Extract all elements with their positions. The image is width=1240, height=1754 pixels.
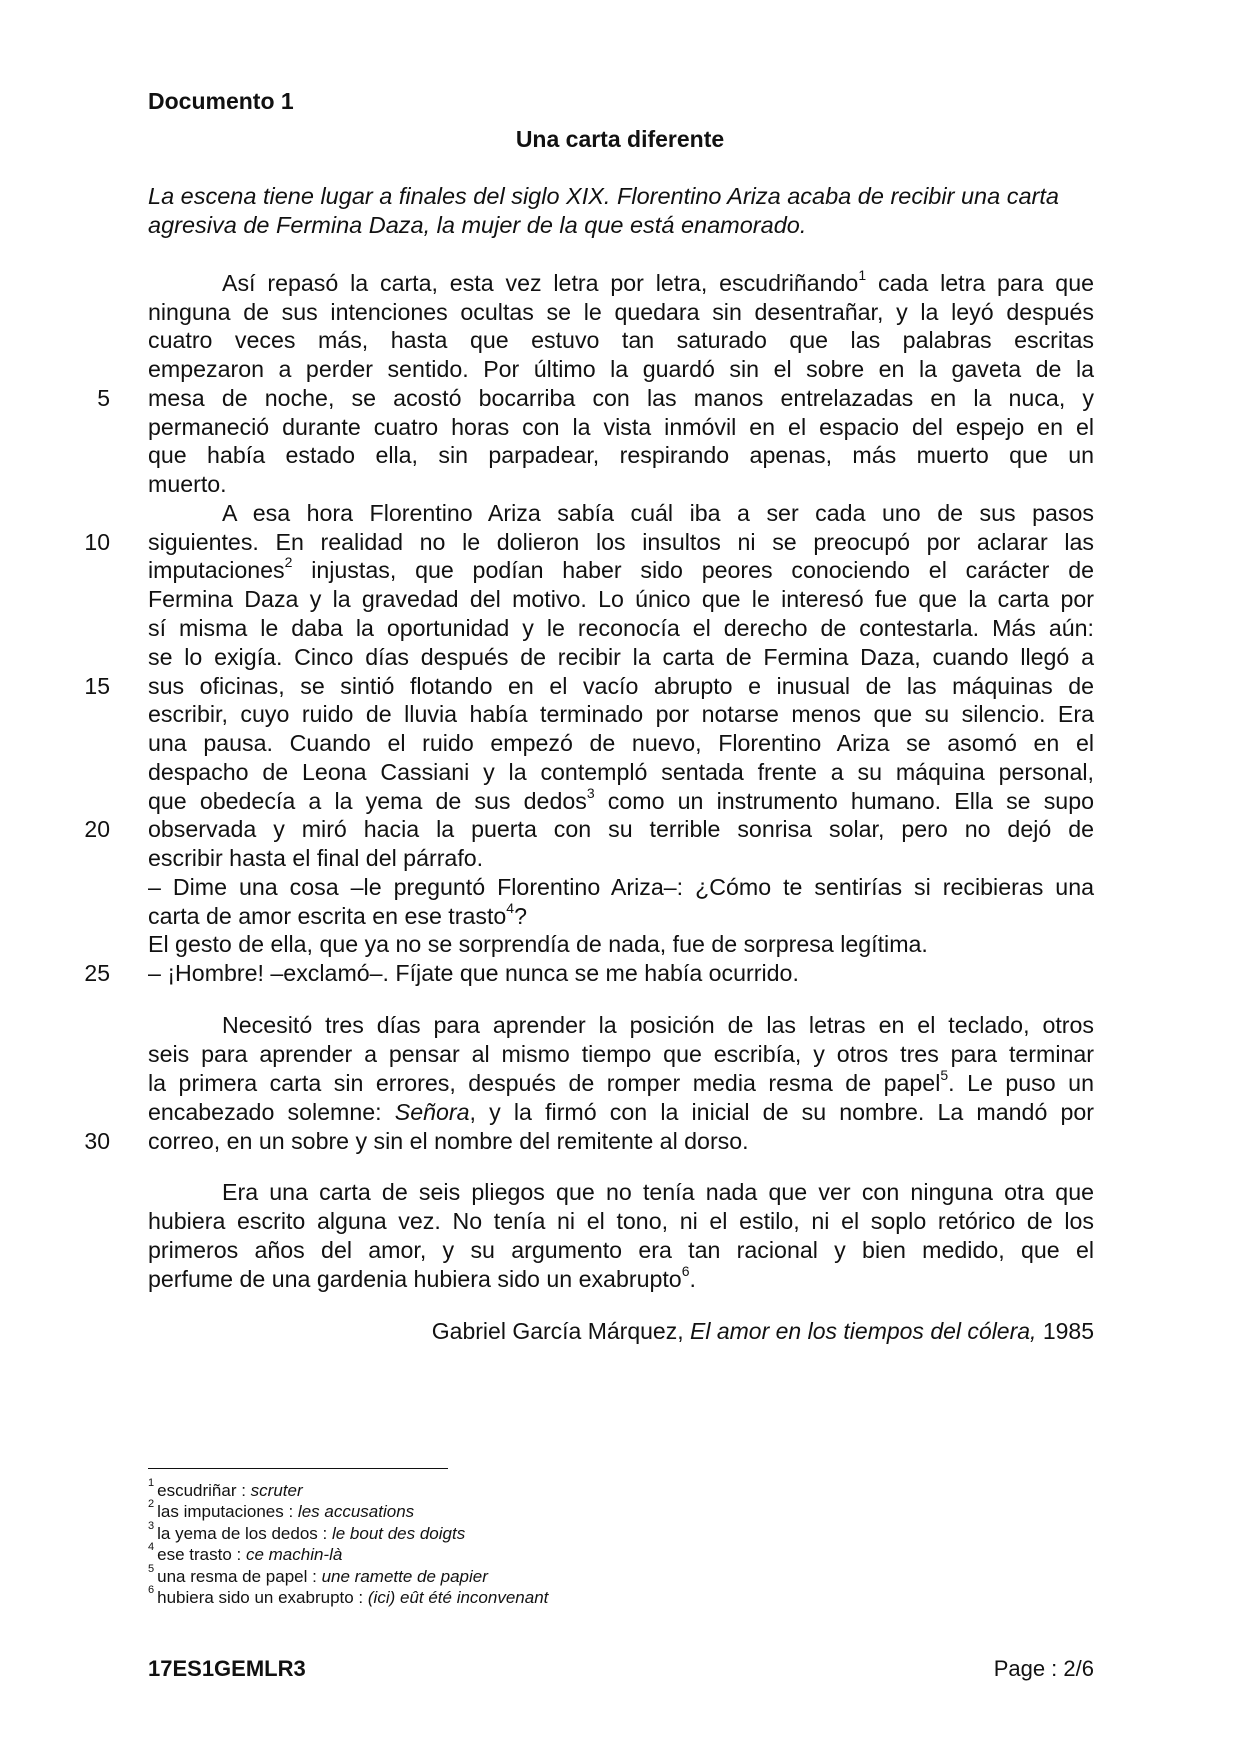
text-line: siguientes. En realidad no le dolieron los insultos ni se preocupó por aclarar las xyxy=(148,529,1094,555)
line-number-30: 30 xyxy=(84,1128,110,1154)
text-line: muerto. xyxy=(148,471,227,497)
text-line: observada y miró hacia la puerta con su terrible sonrisa solar, pero no dejó de xyxy=(148,816,1094,842)
text-line: escribir hasta el final del párrafo. xyxy=(148,845,484,871)
title-text: Una carta diferente xyxy=(515,126,725,152)
text-line: hubiera escrito alguna vez. No tenía ni el tono, ni el estilo, ni el soplo retórico de los xyxy=(148,1208,1094,1234)
text-line: imputaciones$^2$ injustas, que podían haber sido peores conociendo el carácter de xyxy=(148,554,1094,583)
text-line: carta de amor escrita en ese trasto$^4$? xyxy=(148,900,527,929)
text-line: que había estado ella, sin parpadear, respirando apenas, más muerto que un xyxy=(148,442,1094,468)
text-line: primeros años del amor, y su argumento era tan racional y bien medido, que el xyxy=(148,1237,1094,1263)
footnote-ref: 6 xyxy=(681,1263,690,1280)
text-line: El gesto de ella, que ya no se sorprendía de nada, fue de sorpresa legítima. xyxy=(148,931,928,957)
footnote: $^5$ una resma de papel : une ramette de papier xyxy=(148,1563,488,1586)
footnote: $^1$ escudriñar : scruter xyxy=(148,1477,303,1500)
text-line: sí misma le daba la oportunidad y le reconocía el derecho de contestarla. Más aún: xyxy=(148,615,1094,641)
text-line: correo, en un sobre y sin el nombre del remitente al dorso. xyxy=(148,1128,749,1154)
text-line: seis para aprender a pensar al mismo tiempo que escribía, y otros tres para terminar xyxy=(148,1041,1094,1067)
text-line: Necesitó tres días para aprender la posición de las letras en el teclado, otros xyxy=(222,1012,1094,1038)
text-line: cuatro veces más, hasta que estuvo tan saturado que las palabras escritas xyxy=(148,327,1094,353)
footnote-ref: 3 xyxy=(586,785,595,802)
text-line: perfume de una gardenia hubiera sido un exabrupto$^6$. xyxy=(148,1263,696,1292)
text-line: Así repasó la carta, esta vez letra por letra, escudriñando$^1$ cada letra para que xyxy=(222,267,1094,296)
line-number-10: 10 xyxy=(84,529,110,555)
text-line: la primera carta sin errores, después de romper media resma de papel$^5$. Le puso un xyxy=(148,1067,1094,1096)
text-line: mesa de noche, se acostó bocarriba con las manos entrelazadas en la nuca, y xyxy=(148,385,1094,411)
exam-code: 17ES1GEMLR3 xyxy=(148,1656,306,1681)
text-line: escribir, cuyo ruido de lluvia había terminado por notarse menos que su silencio. Era xyxy=(148,701,1094,727)
text-line: despacho de Leona Cassiani y la contempló sentada frente a su máquina personal, xyxy=(148,759,1094,785)
text-line: – ¡Hombre! –exclamó–. Fíjate que nunca se me había ocurrido. xyxy=(148,960,799,986)
text-line: A esa hora Florentino Ariza sabía cuál iba a ser cada uno de sus pasos xyxy=(222,500,1094,526)
document-label: Documento 1 xyxy=(148,88,294,114)
footnote: $^6$ hubiera sido un exabrupto : (ici) eût été inconvenant xyxy=(148,1584,549,1607)
footnote: $^2$ las imputaciones : les accusations xyxy=(148,1498,415,1521)
text-line: empezaron a perder sentido. Por último la guardó sin el sobre en la gaveta de la xyxy=(148,356,1094,382)
footnote-ref: 4 xyxy=(506,900,515,917)
document-title xyxy=(0,126,1240,153)
text-line: Era una carta de seis pliegos que no tenía nada que ver con ninguna otra que xyxy=(222,1179,1094,1205)
intro-paragraph: La escena tiene lugar a finales del siglo XIX. Florentino Ariza acaba de recibir una carta agresiva de Fermina Daza, la mujer de la que está enamorado. xyxy=(148,183,1059,238)
text-line: ninguna de sus intenciones ocultas se le quedara sin desentrañar, y la leyó después xyxy=(148,299,1094,325)
salutation-italic: Señora xyxy=(394,1099,470,1125)
line-number-15: 15 xyxy=(84,673,110,699)
text-line: Fermina Daza y la gravedad del motivo. Lo único que le interesó fue que la carta por xyxy=(148,586,1094,612)
page-number: Page : 2/6 xyxy=(993,1656,1094,1681)
citation: Gabriel García Márquez, El amor en los tiempos del cólera, 1985 xyxy=(431,1318,1094,1344)
work-title: El amor en los tiempos del cólera, xyxy=(690,1318,1037,1344)
text-line: una pausa. Cuando el ruido empezó de nuevo, Florentino Ariza se asomó en el xyxy=(148,730,1094,756)
text-line: permaneció durante cuatro horas con la vista inmóvil en el espacio del espejo en el xyxy=(148,414,1094,440)
text-line: que obedecía a la yema de sus dedos$^3$ como un instrumento humano. Ella se supo xyxy=(148,785,1094,814)
footnote-divider xyxy=(148,1468,448,1469)
footnote: $^3$ la yema de los dedos : le bout des doigts xyxy=(148,1520,466,1543)
footnote-ref: 5 xyxy=(940,1067,949,1084)
text-line: sus oficinas, se sintió flotando en el vacío abrupto e inusual de las máquinas de xyxy=(148,673,1094,699)
text-line: – Dime una cosa –le preguntó Florentino Ariza–: ¿Cómo te sentirías si recibieras una xyxy=(148,874,1094,900)
text-line: encabezado solemne: Señora, y la firmó con la inicial de su nombre. La mandó por xyxy=(148,1099,1095,1125)
line-number-20: 20 xyxy=(84,816,110,842)
line-number-25: 25 xyxy=(84,960,110,986)
footnote-ref: 2 xyxy=(284,554,293,571)
text-line: se lo exigía. Cinco días después de recibir la carta de Fermina Daza, cuando llegó a xyxy=(148,644,1094,670)
line-number-5: 5 xyxy=(97,385,110,411)
footnote: $^4$ ese trasto : ce machin-là xyxy=(148,1541,343,1564)
footnote-ref: 1 xyxy=(858,267,867,284)
